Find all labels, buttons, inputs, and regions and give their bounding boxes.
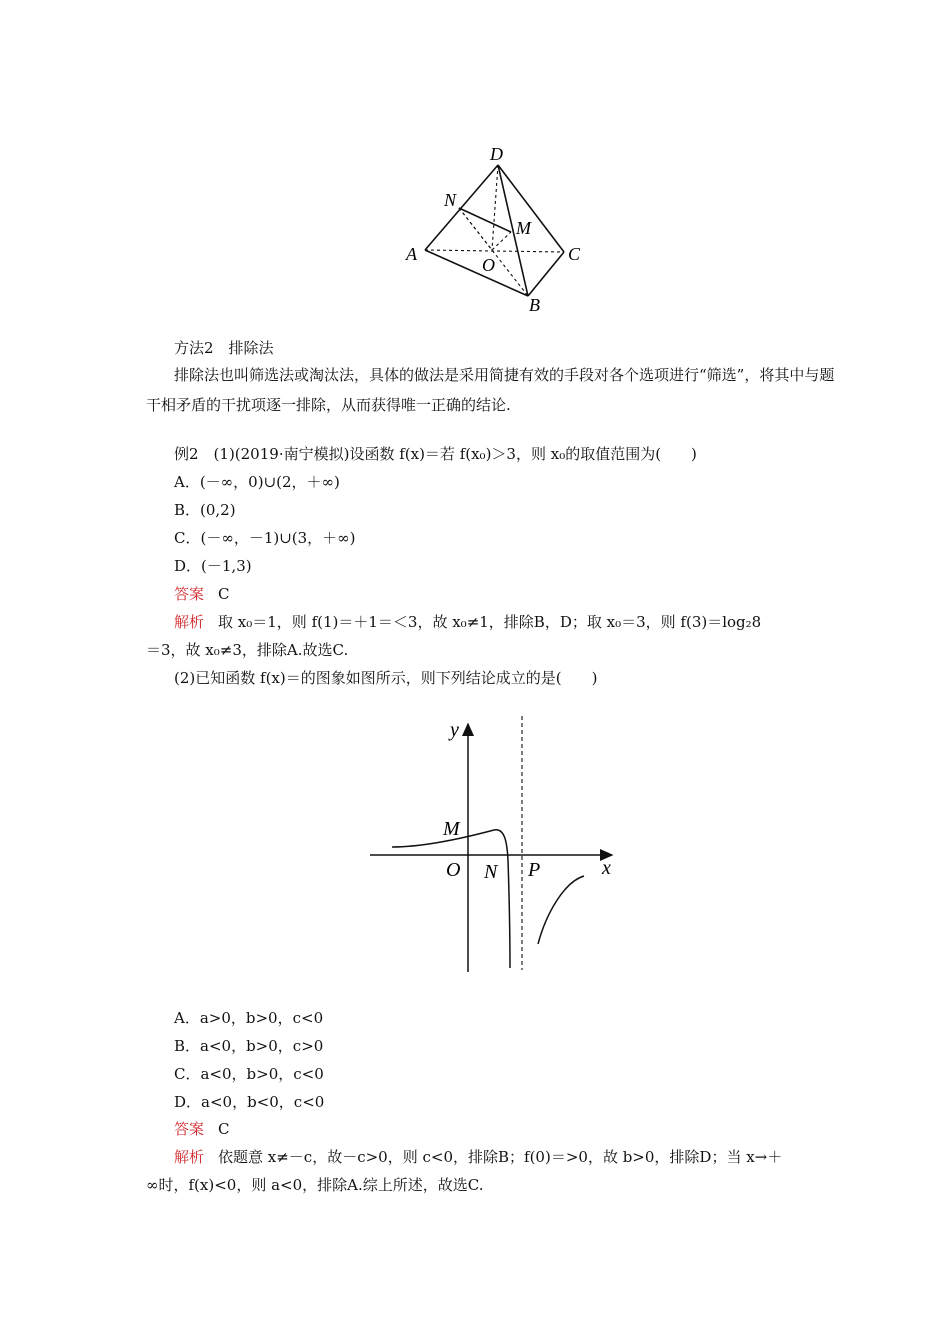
label-N: N xyxy=(444,190,457,210)
q2-analysis-text: 依题意 x≠－c，故－c>0，则 c<0，排除B；f(0)＝>0，故 b>0，排除D；当 x→＋ xyxy=(218,1148,783,1166)
label-P: P xyxy=(528,859,541,881)
label-C: C xyxy=(568,244,581,264)
method-paragraph: 排除法也叫筛选法或淘汰法，具体的做法是采用简捷有效的手段对各个选项进行“筛选”，将其中与题干相矛盾的干扰项逐一排除，从而获得唯一正确的结论. xyxy=(146,366,835,414)
q2-answer-label: 答案 xyxy=(174,1120,205,1138)
q2-answer-value: C xyxy=(218,1120,230,1138)
q2-stem: (2)已知函数 f(x)＝的图象如图所示，则下列结论成立的是( ) xyxy=(174,669,598,687)
q2-option-d: D．a<0，b<0，c<0 xyxy=(174,1093,325,1111)
q2-option-b: B．a<0，b>0，c>0 xyxy=(174,1037,324,1055)
function-graph xyxy=(344,700,644,996)
edge-BC xyxy=(528,252,564,296)
q1-analysis-cont: ＝3，故 x₀≠3，排除A.故选C. xyxy=(146,641,349,659)
dashed-DO xyxy=(492,165,498,250)
q2-analysis-label: 解析 xyxy=(174,1148,205,1166)
label-D: D xyxy=(490,144,503,164)
curve-right-branch xyxy=(538,876,584,944)
q1-option-d: D．(－1,3) xyxy=(174,557,252,575)
q1-answer xyxy=(174,584,230,604)
label-x: x xyxy=(602,857,611,879)
q1-option-c: C．(－∞，－1)∪(3，＋∞) xyxy=(174,529,356,547)
dashed-OM xyxy=(492,232,511,250)
q1-option-a: A．(－∞，0)∪(2，＋∞) xyxy=(174,473,340,491)
label-y: y xyxy=(450,719,459,741)
method-heading: 方法2 排除法 xyxy=(174,339,274,357)
edge-AB xyxy=(425,250,528,296)
q1-option-b: B．(0,2) xyxy=(174,501,236,519)
q1-stem: 例2 (1)(2019·南宁模拟)设函数 f(x)＝若 f(x₀)＞3，则 x₀的取值范围为( ) xyxy=(174,445,697,463)
q1-answer-label: 答案 xyxy=(174,585,205,603)
q1-analysis-text: 取 x₀＝1，则 f(1)＝＋1＝＜3，故 x₀≠1，排除B，D；取 x₀＝3，则 f(3)＝log₂8 xyxy=(218,613,762,631)
curve-left-branch xyxy=(392,830,510,968)
q2-analysis xyxy=(174,1147,782,1167)
edge-DA xyxy=(425,165,498,250)
q2-option-c: C．a<0，b>0，c<0 xyxy=(174,1065,324,1083)
label-A: A xyxy=(406,244,417,264)
q1-answer-value: C xyxy=(218,585,230,603)
label-M: M xyxy=(443,818,460,840)
q1-analysis xyxy=(174,612,761,632)
q1-analysis-label: 解析 xyxy=(174,613,205,631)
dashed-AC xyxy=(425,250,564,252)
q2-option-a: A．a>0，b>0，c<0 xyxy=(174,1009,324,1027)
segment-NM xyxy=(459,208,511,232)
label-O: O xyxy=(482,255,495,275)
label-M: M xyxy=(516,218,531,238)
q2-answer xyxy=(174,1119,230,1139)
dashed-NO xyxy=(459,208,492,250)
label-N: N xyxy=(484,861,498,883)
q2-analysis-cont: ∞时，f(x)<0，则 a<0，排除A.综上所述，故选C. xyxy=(146,1176,484,1194)
pyramid-figure xyxy=(392,122,602,328)
label-O: O xyxy=(446,859,461,881)
label-B: B xyxy=(529,295,540,315)
